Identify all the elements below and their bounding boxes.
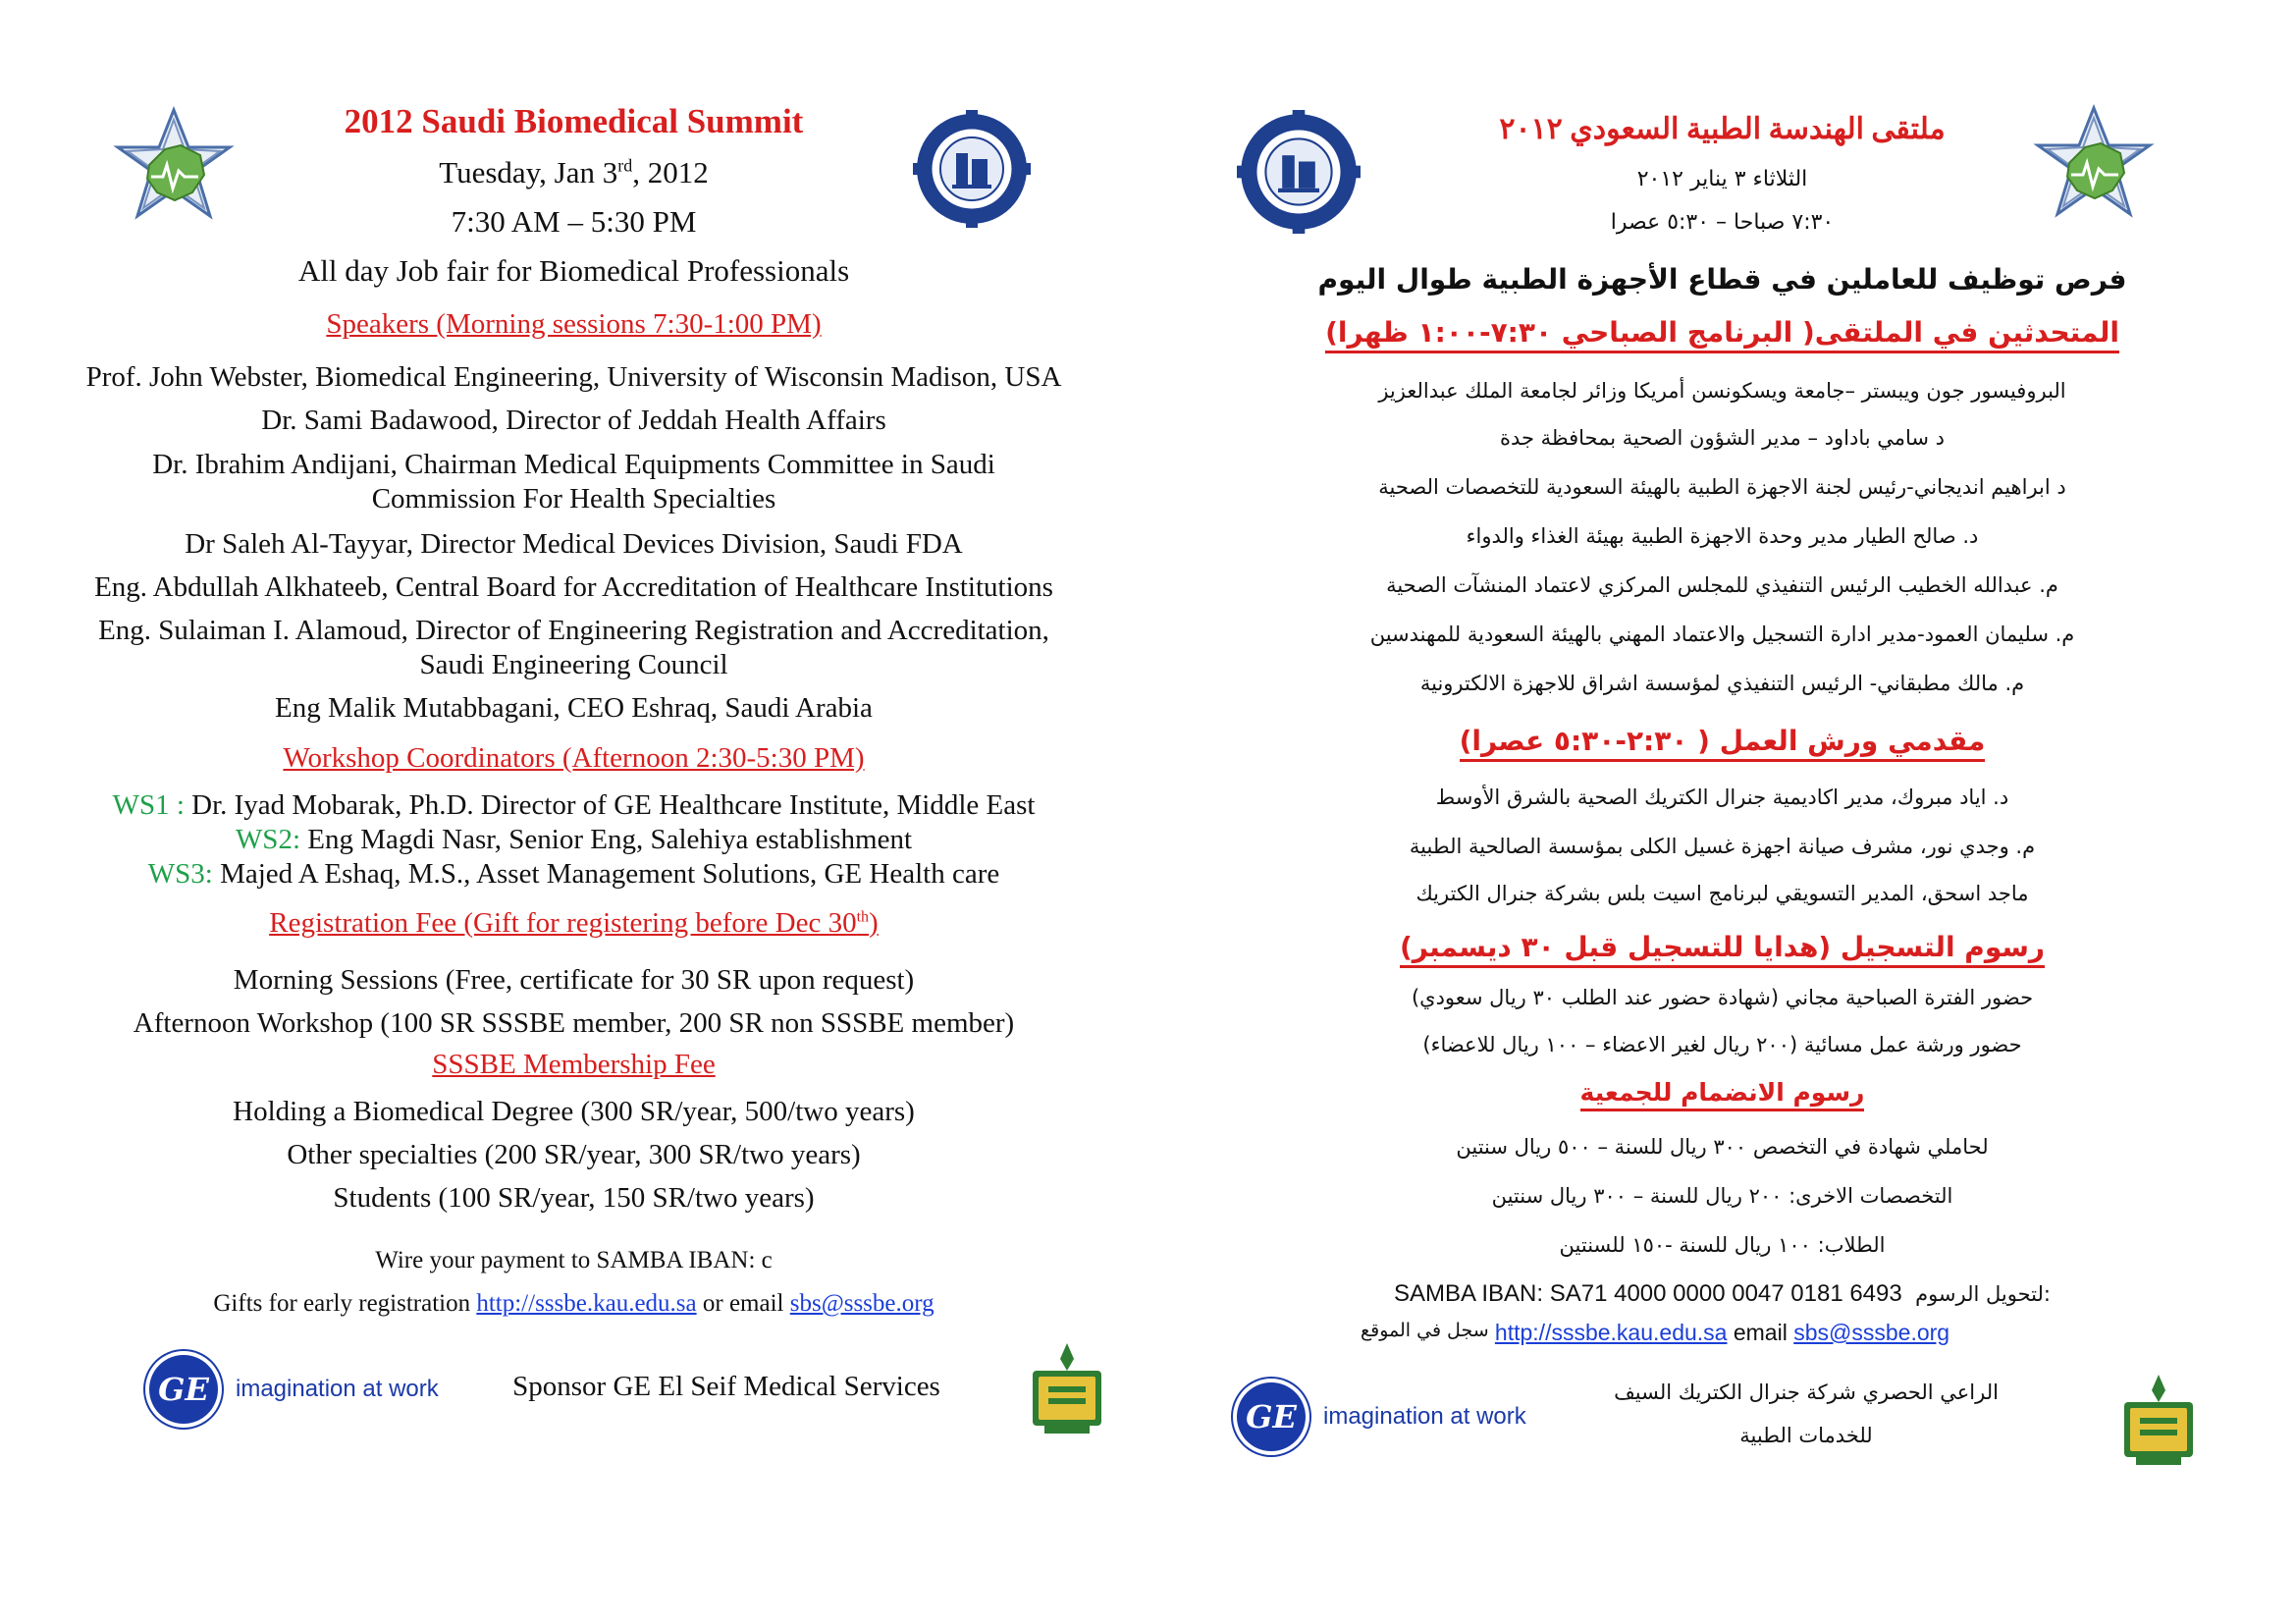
speaker-line-arabic: م. مالك مطبقاني- الرئيس التنفيذي لمؤسسة اشراق للاجهزة الالكترونية [1419, 672, 2025, 695]
speaker-line-arabic: د سامي باداود – مدير الشؤون الصحية بمحافظة جدة [1499, 426, 1946, 450]
ge-tagline: imagination at work [1323, 1403, 1526, 1430]
wire-payment-line: Wire your payment to SAMBA IBAN: c [375, 1247, 773, 1273]
speaker-line-arabic: د. صالح الطيار مدير وحدة الاجهزة الطبية بهيئة الغذاء والدواء [1466, 524, 1979, 548]
job-fair-line-arabic: فرص توظيف للعاملين في قطاع الأجهزة الطبية طوال اليوم [1317, 263, 2127, 296]
registration-heading-arabic: رسوم التسجيل (هدايا للتسجيل قبل ٣٠ ديسمبر) [1148, 931, 2296, 963]
speaker-line-arabic: م. عبدالله الخطيب الرئيس التنفيذي للمجلس المركزي لاعتماد المنشآت الصحية [1386, 573, 2058, 597]
workshop-line-arabic: م. وجدي نور، مشرف صيانة اجهزة غسيل الكلى بمؤسسة الصالحية الطبية [1409, 835, 2036, 858]
membership-heading-arabic: رسوم الانضمام للجمعية [1148, 1078, 2296, 1107]
registration-heading: Registration Fee (Gift for registering before Dec 30th) [269, 907, 879, 939]
iban-line-arabic: SAMBA IBAN: SA71 4000 0000 0047 0181 6493 لتحويل الرسوم: [1394, 1280, 2051, 1307]
ge-monogram-icon: GE [1233, 1379, 1309, 1455]
speaker-line: Dr. Ibrahim Andijani, Chairman Medical Equipments Committee in Saudi [152, 449, 995, 480]
event-title: 2012 Saudi Biomedical Summit [344, 102, 804, 140]
membership-line: Other specialties (200 SR/year, 300 SR/two years) [287, 1139, 861, 1170]
workshop-label: WS2: [235, 824, 300, 855]
speaker-line: Eng. Abdullah Alkhateeb, Central Board for Accreditation of Healthcare Institutions [94, 571, 1053, 603]
ge-tagline: imagination at work [236, 1376, 439, 1402]
workshop-heading: Workshop Coordinators (Afternoon 2:30-5:30 PM) [283, 742, 865, 774]
kau-university-logo [2116, 1373, 2201, 1467]
website-link-arabic[interactable]: http://sssbe.kau.edu.sa [1494, 1320, 1728, 1345]
date-prefix: Tuesday, Jan 3 [439, 155, 618, 189]
event-date [0, 155, 1148, 190]
membership-line: Holding a Biomedical Degree (300 SR/year, 500/two years) [233, 1096, 915, 1127]
speaker-line: Eng Malik Mutabbagani, CEO Eshraq, Saudi Arabia [275, 692, 873, 724]
workshop-heading-arabic: مقدمي ورش العمل ( ٢:٣٠-٥:٣٠ عصرا) [1148, 725, 2296, 757]
speaker-line-arabic: البروفيسور جون ويبستر –جامعة ويسكونسن أمريكا وزائر لجامعة الملك عبدالعزيز [1378, 379, 2066, 403]
workshop-line-arabic: ماجد اسحق، المدير التسويقي لبرنامج اسيت بلس بشركة جنرال الكتريك [1415, 882, 2029, 905]
ge-monogram-icon: GE [145, 1351, 222, 1428]
arabic-flyer [1148, 0, 2296, 1624]
sponsor-line: Sponsor GE El Seif Medical Services [512, 1371, 940, 1402]
kau-university-logo [1025, 1341, 1109, 1435]
speaker-line: Prof. John Webster, Biomedical Engineering, University of Wisconsin Madison, USA [85, 361, 1062, 393]
membership-line: Students (100 SR/year, 150 SR/two years) [333, 1182, 815, 1214]
registration-line: Afternoon Workshop (100 SR SSSBE member, 200 SR non SSSBE member) [133, 1007, 1015, 1039]
membership-line-arabic: لحاملي شهادة في التخصص ٣٠٠ ريال للسنة – ٥٠٠ ريال سنتين [1456, 1135, 1989, 1159]
membership-heading: SSSBE Membership Fee [432, 1049, 716, 1080]
email-link[interactable]: sbs@sssbe.org [789, 1290, 934, 1317]
job-fair-line: All day Job fair for Biomedical Professionals [297, 253, 850, 288]
gifts-line: Gifts for early registration http://sssbe.kau.edu.sa or email sbs@sssbe.org [213, 1290, 934, 1317]
website-link[interactable]: http://sssbe.kau.edu.sa [476, 1290, 697, 1317]
speaker-line: Commission For Health Specialties [371, 483, 776, 514]
speaker-line: Dr Saleh Al-Tayyar, Director Medical Devices Division, Saudi FDA [185, 528, 963, 560]
sponsor-line-arabic: للخدمات الطبية [1739, 1424, 1873, 1447]
registration-line: Morning Sessions (Free, certificate for 30 SR upon request) [233, 964, 915, 996]
event-time: 7:30 AM – 5:30 PM [451, 204, 697, 239]
speaker-line: Eng. Sulaiman I. Alamoud, Director of Engineering Registration and Accreditation, [98, 615, 1049, 646]
email-link-arabic[interactable]: sbs@sssbe.org [1793, 1320, 1950, 1345]
workshop-label: WS1 : [112, 789, 185, 821]
sponsor-line-arabic: الراعي الحصري شركة جنرال الكتريك السيف [1614, 1380, 1999, 1404]
speaker-line: Saudi Engineering Council [419, 649, 728, 680]
register-line-arabic: http://sssbe.kau.edu.sa email sbs@sssbe.org [1494, 1320, 1950, 1345]
speaker-line-arabic: م. سليمان العمود-مدير ادارة التسجيل والاعتماد المهني بالهيئة السعودية للمهندسين [1369, 623, 2075, 646]
membership-line-arabic: الطلاب: ١٠٠ ريال للسنة -١٥٠ للسنتين [1559, 1233, 1886, 1257]
ge-logo [1233, 1379, 1526, 1455]
workshop-line: WS3: Majed A Eshaq, M.S., Asset Management Solutions, GE Health care [147, 858, 1000, 890]
event-title-arabic: ملتقى الهندسة الطبية السعودي ٢٠١٢ [1499, 113, 1946, 145]
date-suffix: , 2012 [632, 155, 709, 189]
ge-logo [145, 1351, 439, 1428]
register-label-arabic: سجل في الموقع [1361, 1320, 1489, 1341]
speakers-heading-arabic: المتحدثين في الملتقى( البرنامج الصباحي ٧:٣٠-١:٠٠ ظهرا) [1148, 316, 2296, 349]
workshop-line: WS2: Eng Magdi Nasr, Senior Eng, Salehiya establishment [235, 824, 913, 855]
event-time-arabic: ٧:٣٠ صباحا – ٥:٣٠ عصرا [1610, 210, 1835, 235]
workshop-label: WS3: [147, 858, 213, 890]
speaker-line: Dr. Sami Badawood, Director of Jeddah Health Affairs [261, 405, 886, 436]
workshop-line-arabic: د. اياد مبروك، مدير اكاديمية جنرال الكتريك الصحية بالشرق الأوسط [1435, 785, 2009, 809]
registration-line-arabic: حضور ورشة عمل مسائية (٢٠٠ ريال لغير الاعضاء – ١٠٠ ريال للاعضاء) [1422, 1033, 2022, 1056]
date-superscript: rd [617, 155, 633, 176]
speakers-heading: Speakers (Morning sessions 7:30-1:00 PM) [326, 308, 822, 340]
membership-line-arabic: التخصصات الاخرى: ٢٠٠ ريال للسنة – ٣٠٠ ريال سنتين [1491, 1184, 1953, 1208]
event-date-arabic: الثلاثاء ٣ يناير ٢٠١٢ [1636, 167, 1808, 191]
workshop-line: WS1 : Dr. Iyad Mobarak, Ph.D. Director of GE Healthcare Institute, Middle East [112, 789, 1036, 821]
registration-line-arabic: حضور الفترة الصباحية مجاني (شهادة حضور عند الطلب ٣٠ ريال سعودي) [1411, 986, 2034, 1009]
speaker-line-arabic: د ابراهيم انديجاني-رئيس لجنة الاجهزة الطبية بالهيئة السعودية للتخصصات الصحية [1378, 475, 2066, 499]
